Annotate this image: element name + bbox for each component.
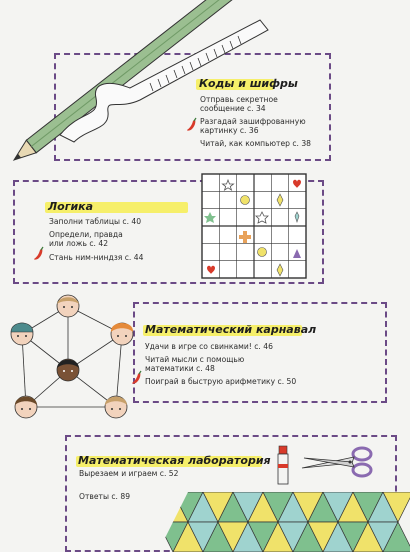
section-logic-item: или ложь с. 42 (49, 239, 109, 248)
face-icon (11, 323, 33, 345)
logic-grid-illustration (202, 174, 306, 278)
chili-pepper-icon (131, 371, 143, 385)
section-carnival-item: Удачи в игре со свинками! с. 46 (145, 342, 273, 351)
section-codes-item: сообщение с. 34 (200, 104, 266, 113)
chili-pepper-icon (33, 247, 45, 261)
section-codes-item: картинку с. 36 (200, 126, 259, 135)
face-icon (57, 295, 79, 317)
section-logic-item: Определи, правда (49, 230, 123, 239)
face-icon (111, 323, 133, 345)
scissors-icon (300, 444, 380, 484)
section-logic-title: Логика (48, 200, 94, 213)
section-codes-item: Читай, как компьютер с. 38 (200, 139, 312, 148)
face-icon (15, 396, 37, 418)
triangle-tiles-illustration (158, 492, 410, 552)
section-lab-item: Ответы с. 89 (79, 492, 131, 501)
glue-stick-icon (277, 446, 291, 486)
section-logic-item: Стань ним-ниндзя с. 44 (49, 253, 144, 262)
section-carnival-item: математики с. 48 (145, 364, 215, 373)
section-carnival-title: Математический карнавал (145, 323, 317, 336)
face-icon (57, 359, 79, 381)
section-lab-title: Математическая лаборатория (78, 454, 271, 467)
section-carnival-item: Читай мысли с помощью (145, 355, 245, 364)
section-carnival-box (133, 302, 387, 403)
section-codes-item: Разгадай зашифрованную (200, 117, 306, 126)
section-codes-title: Коды и шифры (199, 77, 298, 90)
section-carnival-item: Поиграй в быструю арифметику с. 50 (145, 377, 297, 386)
section-logic-item: Заполни таблицы с. 40 (49, 217, 142, 226)
section-codes-item: Отправь секретное (200, 95, 278, 104)
face-network-illustration (4, 292, 154, 432)
section-lab-item: Вырезаем и играем с. 52 (79, 469, 179, 478)
face-icon (105, 396, 127, 418)
chili-pepper-icon (186, 118, 198, 132)
